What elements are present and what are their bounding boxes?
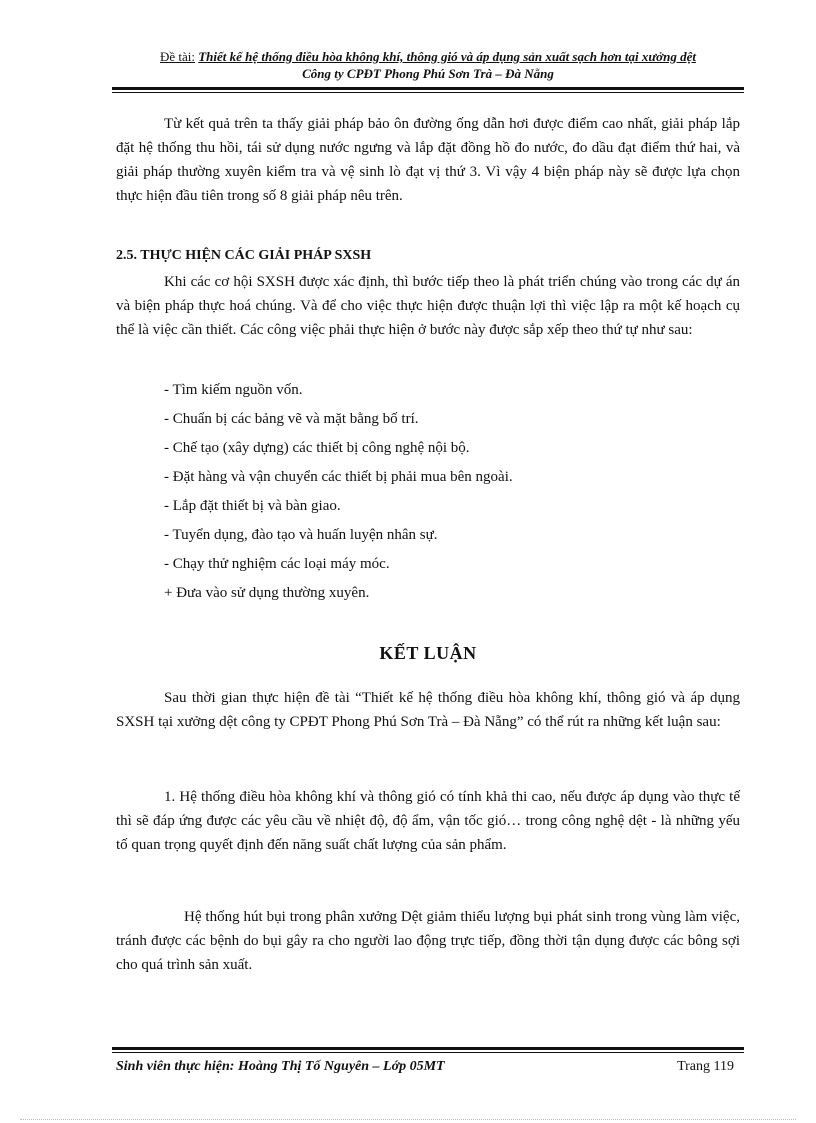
list-item: - Tìm kiếm nguồn vốn.: [164, 382, 303, 398]
page-edge: [20, 1119, 796, 1120]
header-rule: [112, 87, 744, 90]
list-item: - Tuyển dụng, đào tạo và huấn luyện nhân sự.: [164, 527, 438, 543]
header-title-line-1: Thiết kế hệ thống điều hòa không khí, thông gió và áp dụng sản xuất sạch hơn tại xưởng dệt: [198, 49, 697, 64]
footer-rule-thin: [112, 1052, 744, 1053]
conclusion-intro: Sau thời gian thực hiện đề tài “Thiết kế hệ thống điều hòa không khí, thông gió và áp dụng SXSH tại xưởng dệt công ty CPĐT Phong Phú Sơn Trà – Đà Nẵng” có thể rút ra những kết luận sau:: [116, 690, 740, 730]
section-paragraph: Khi các cơ hội SXSH được xác định, thì bước tiếp theo là phát triển chúng vào trong các dự án và biện pháp thực hoá chúng. Và để cho việc thực hiện được thuận lợi thì việc lập ra một kế hoạch cụ thể là việc cần thiết. Các công việc phải thực hiện ở bước này được sắp xếp theo thứ tự như sau:: [116, 274, 740, 338]
steps-list: [164, 378, 513, 610]
list-item: - Đặt hàng và vận chuyển các thiết bị phải mua bên ngoài.: [164, 469, 513, 485]
list-item: + Đưa vào sử dụng thường xuyên.: [164, 585, 370, 601]
page-number: Trang 119: [677, 1059, 734, 1074]
header-line-1: [112, 48, 744, 65]
conclusion-title: KẾT LUẬN: [379, 643, 477, 663]
intro-paragraph: Từ kết quả trên ta thấy giải pháp bảo ôn đường ống dẫn hơi được điểm cao nhất, giải pháp lắp đặt hệ thống thu hồi, tái sử dụng nước ngưng và lắp đặt đồng hồ đo nước, đo dầu đạt điểm thứ hai, và giải pháp thường xuyên kiểm tra và vệ sinh lò đạt vị thứ 3. Vì vậy 4 biện pháp này sẽ được lựa chọn thực hiện đầu tiên trong số 8 giải pháp nêu trên.: [116, 116, 740, 204]
conclusion-point-1: 1. Hệ thống điều hòa không khí và thông gió có tính khả thi cao, nếu được áp dụng vào thực tế thì sẽ đáp ứng được các yêu cầu về nhiệt độ, độ ẩm, vận tốc gió… trong công nghệ dệt - là những yếu tố quan trọng quyết định đến năng suất chất lượng của sản phẩm.: [116, 789, 740, 853]
footer-author: Sinh viên thực hiện: Hoàng Thị Tố Nguyên – Lớp 05MT: [116, 1059, 445, 1074]
list-item: - Chế tạo (xây dựng) các thiết bị công nghệ nội bộ.: [164, 440, 470, 456]
list-item: - Chuẩn bị các bảng vẽ và mặt bằng bố trí.: [164, 411, 419, 427]
header-title-line-2: Công ty CPĐT Phong Phú Sơn Trà – Đà Nẵng: [302, 66, 554, 81]
footer-rule: [112, 1047, 744, 1050]
list-item: - Chạy thử nghiệm các loại máy móc.: [164, 556, 390, 572]
list-item: - Lắp đặt thiết bị và bàn giao.: [164, 498, 341, 514]
conclusion-point-2: Hệ thống hút bụi trong phân xưởng Dệt giảm thiểu lượng bụi phát sinh trong vùng làm việc, tránh được các bệnh do bụi gây ra cho người lao động trực tiếp, đồng thời tận dụng được các bông sợi cho quá trình sản xuất.: [116, 909, 740, 973]
header-rule-thin: [112, 92, 744, 93]
section-title: 2.5. THỰC HIỆN CÁC GIẢI PHÁP SXSH: [116, 248, 372, 263]
page-header: [112, 48, 744, 82]
header-label: Đề tài:: [159, 49, 195, 64]
